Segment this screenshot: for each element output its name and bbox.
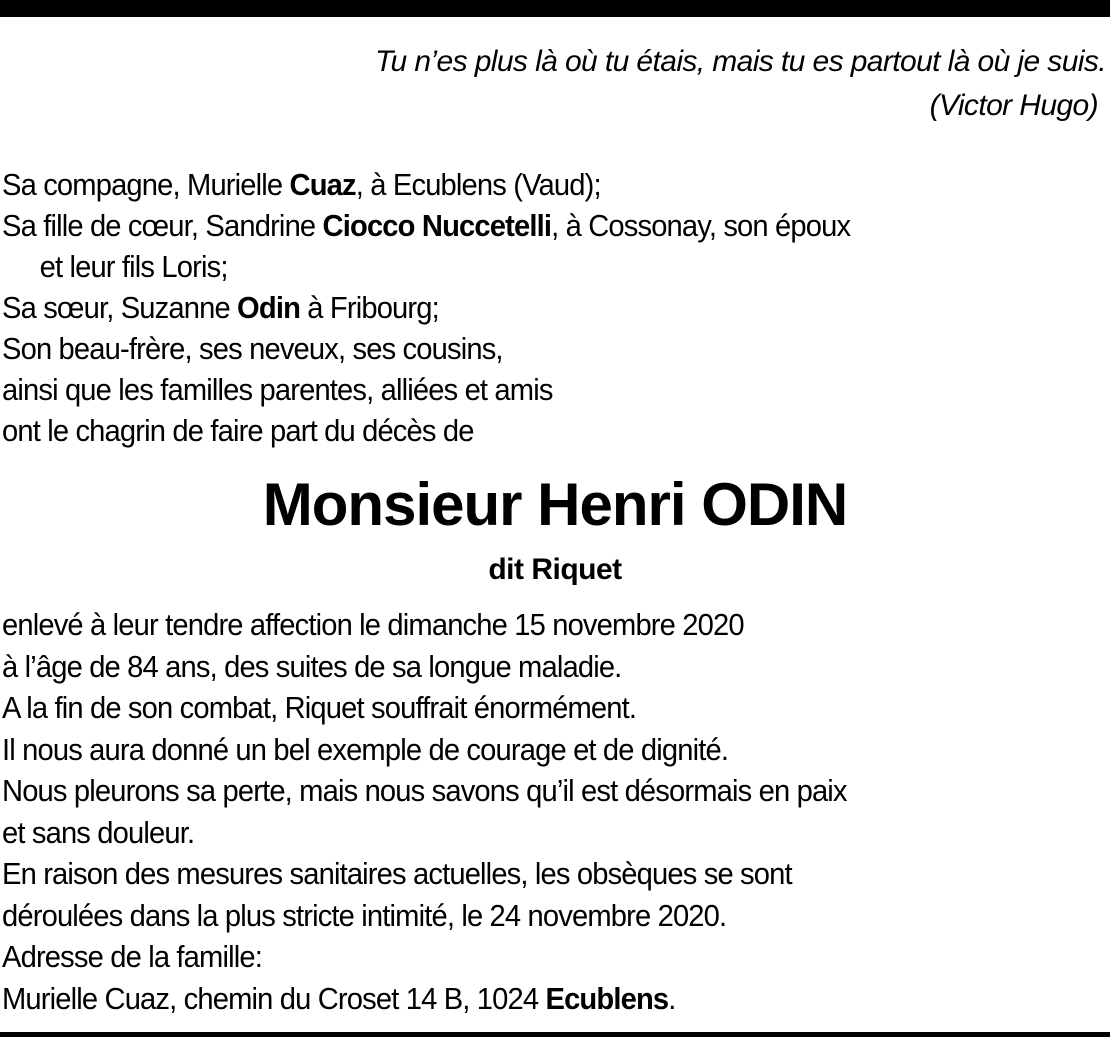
daughter-surname: Ciocco Nuccetelli xyxy=(322,208,552,243)
sister-prefix: Sa sœur, Suzanne xyxy=(2,290,238,325)
deceased-nickname: dit Riquet xyxy=(488,553,622,586)
address-prefix: Murielle Cuaz, chemin du Croset 14 B, 1024 xyxy=(2,980,546,1016)
sister-surname: Odin xyxy=(237,290,301,325)
notice-line: déroulées dans la plus stricte intimité, le 24 novembre 2020. xyxy=(2,897,727,933)
notice-line: et sans douleur. xyxy=(2,814,195,850)
top-border-rule xyxy=(0,0,1110,17)
notice-line: Adresse de la famille: xyxy=(2,939,262,974)
address-city: Ecublens xyxy=(545,980,669,1016)
address-suffix: . xyxy=(668,980,676,1016)
sister-suffix: à Fribourg; xyxy=(300,290,439,325)
epigraph-quote xyxy=(375,40,1106,128)
notice-line: Nous pleurons sa perte, mais nous savons qu’il est désormais en paix xyxy=(2,773,847,808)
partner-surname: Cuaz xyxy=(289,167,356,202)
family-partner xyxy=(2,164,1036,205)
deceased-name: Monsieur Henri ODIN xyxy=(262,471,848,538)
family-announcement: ont le chagrin de faire part du décès de xyxy=(2,413,474,448)
notice-line: En raison des mesures sanitaires actuelles, les obsèques se sont xyxy=(2,856,792,891)
family-address xyxy=(2,978,1074,1020)
quote-author: (Victor Hugo) xyxy=(929,89,1098,122)
quote-text: Tu n’es plus là où tu étais, mais tu es partout là où je suis. xyxy=(375,45,1106,78)
daughter-prefix: Sa fille de cœur, Sandrine xyxy=(2,208,323,243)
family-families: ainsi que les familles parentes, alliées et amis xyxy=(2,372,553,407)
family-others: Son beau-frère, ses neveux, ses cousins, xyxy=(2,331,503,366)
family-list xyxy=(2,164,1036,451)
bottom-border-rule xyxy=(0,1032,1110,1037)
family-sister xyxy=(2,287,1036,328)
daughter-suffix: , à Cossonay, son époux xyxy=(551,208,851,243)
partner-suffix: , à Ecublens (Vaud); xyxy=(355,167,601,202)
notice-line: enlevé à leur tendre affection le dimanche 15 novembre 2020 xyxy=(2,607,744,642)
death-notice-text xyxy=(2,604,1074,1019)
family-daughter-continuation: et leur fils Loris; xyxy=(39,249,228,284)
notice-line: à l’âge de 84 ans, des suites de sa longue maladie. xyxy=(2,648,622,684)
family-daughter xyxy=(2,205,1036,246)
partner-prefix: Sa compagne, Murielle xyxy=(2,167,290,202)
notice-line: A la fin de son combat, Riquet souffrait énormément. xyxy=(2,690,637,725)
notice-line: Il nous aura donné un bel exemple de courage et de dignité. xyxy=(2,731,729,767)
